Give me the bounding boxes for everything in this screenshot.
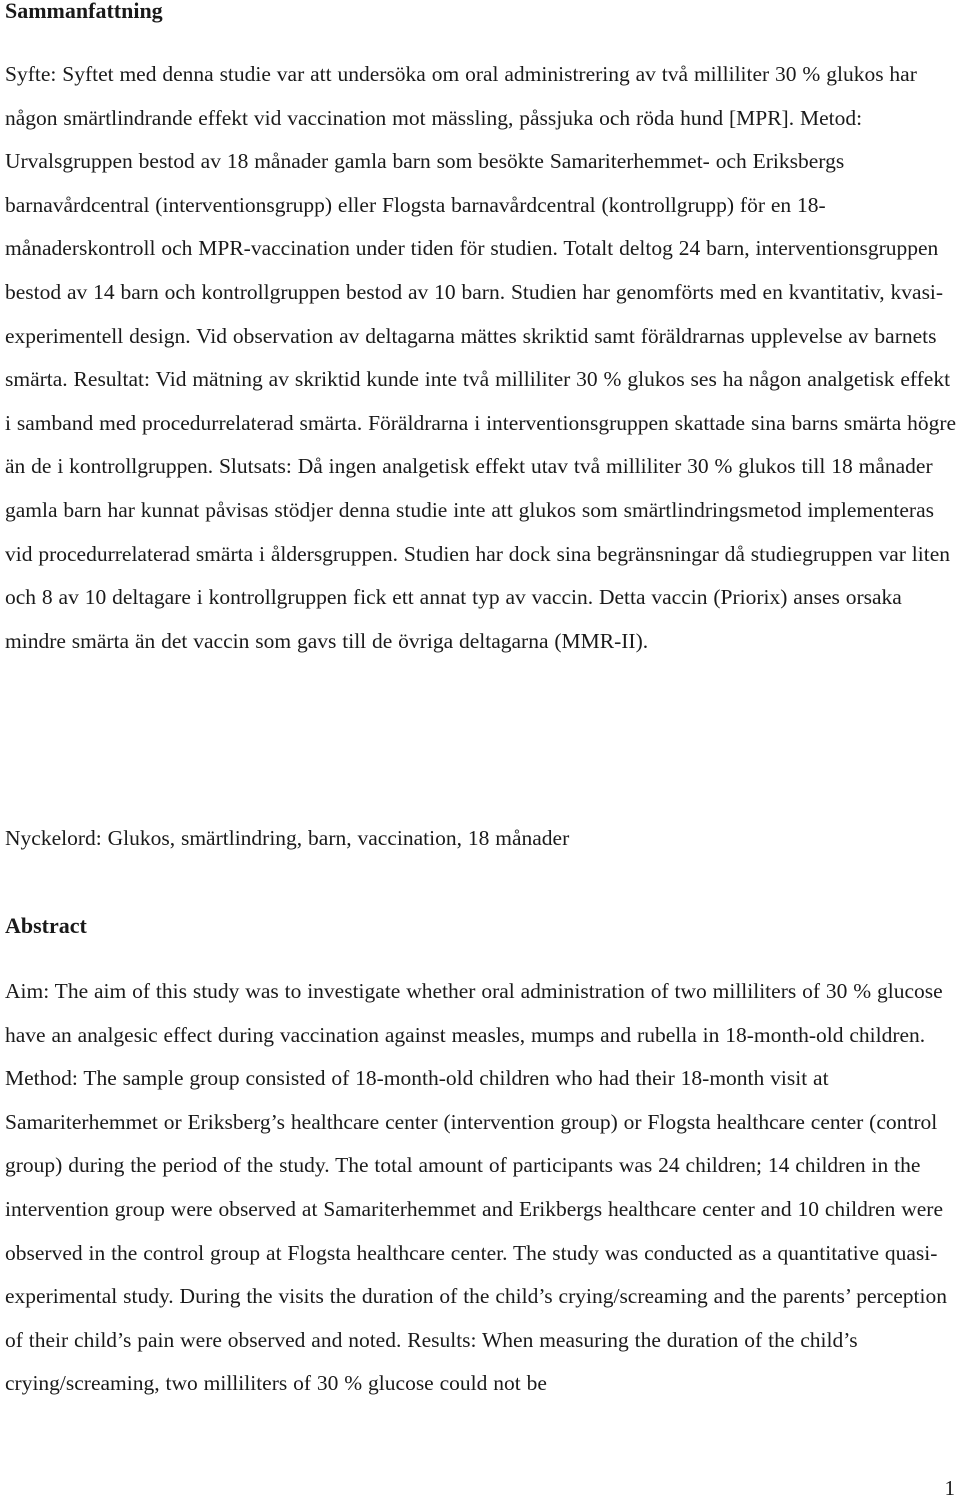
summary-paragraph: Syfte: Syftet med denna studie var att undersöka om oral administrering av två milliliter 30 % glukos har någon smärtlindrande effekt vid vaccination mot mässling, påssjuka och röda hund [MPR]. Metod: Urvalsgruppen bestod av 18 månader gamla barn som besökte Samariterhemmet- och Eriksbergs barnavårdcentral (interventionsgrupp) eller Flogsta barnavårdcentral (kontrollgrupp) för en 18-månaderskontroll och MPR-vaccination under tiden för studien. Totalt deltog 24 barn, interventionsgruppen bestod av 14 barn och kontrollgruppen bestod av 10 barn. Studien har genomförts med en kvantitativ, kvasi-experimentell design. Vid observation av deltagarna mättes skriktid samt föräldrarnas upplevelse av barnets smärta. Resultat: Vid mätning av skriktid kunde inte två milliliter 30 % glukos ses ha någon analgetisk effekt i samband med procedurrelaterad smärta. Föräldrarna i interventionsgruppen skattade sina barns smärta högre än de i kontrollgruppen. Slutsats: Då ingen analgetisk effekt utav två milliliter 30 % glukos till 18 månader gamla barn har kunnat påvisas stödjer denna studie inte att glukos som smärtlindringsmetod implementeras vid procedurrelaterad smärta i åldersgruppen. Studien har dock sina begränsningar då studiegruppen var liten och 8 av 10 deltagare i kontrollgruppen fick ett annat typ av vaccin. Detta vaccin (Priorix) anses orsaka mindre smärta än det vaccin som gavs till de övriga deltagarna (MMR-II). xyxy=(5,62,957,653)
keywords-line: Nyckelord: Glukos, smärtlindring, barn, vaccination, 18 månader xyxy=(5,826,570,850)
abstract-heading: Abstract xyxy=(5,913,87,938)
page-number: 1 xyxy=(944,1476,955,1500)
abstract-paragraph: Aim: The aim of this study was to investigate whether oral administration of two milliliters of 30 % glucose have an analgesic effect during vaccination against measles, mumps and rubella in 18-month-old children. Method: The sample group consisted of 18-month-old children who had their 18-month visit at Samariterhemmet or Eriksberg’s healthcare center (intervention group) or Flogsta healthcare center (control group) during the period of the study. The total amount of participants was 24 children; 14 children in the intervention group were observed at Samariterhemmet and Erikbergs healthcare center and 10 children were observed in the control group at Flogsta healthcare center. The study was conducted as a quantitative quasi-experimental study. During the visits the duration of the child’s crying/screaming and the parents’ perception of their child’s pain were observed and noted. Results: When measuring the duration of the child’s crying/screaming, two milliliters of 30 % glucose could not be xyxy=(5,979,947,1396)
summary-heading: Sammanfattning xyxy=(5,0,163,23)
